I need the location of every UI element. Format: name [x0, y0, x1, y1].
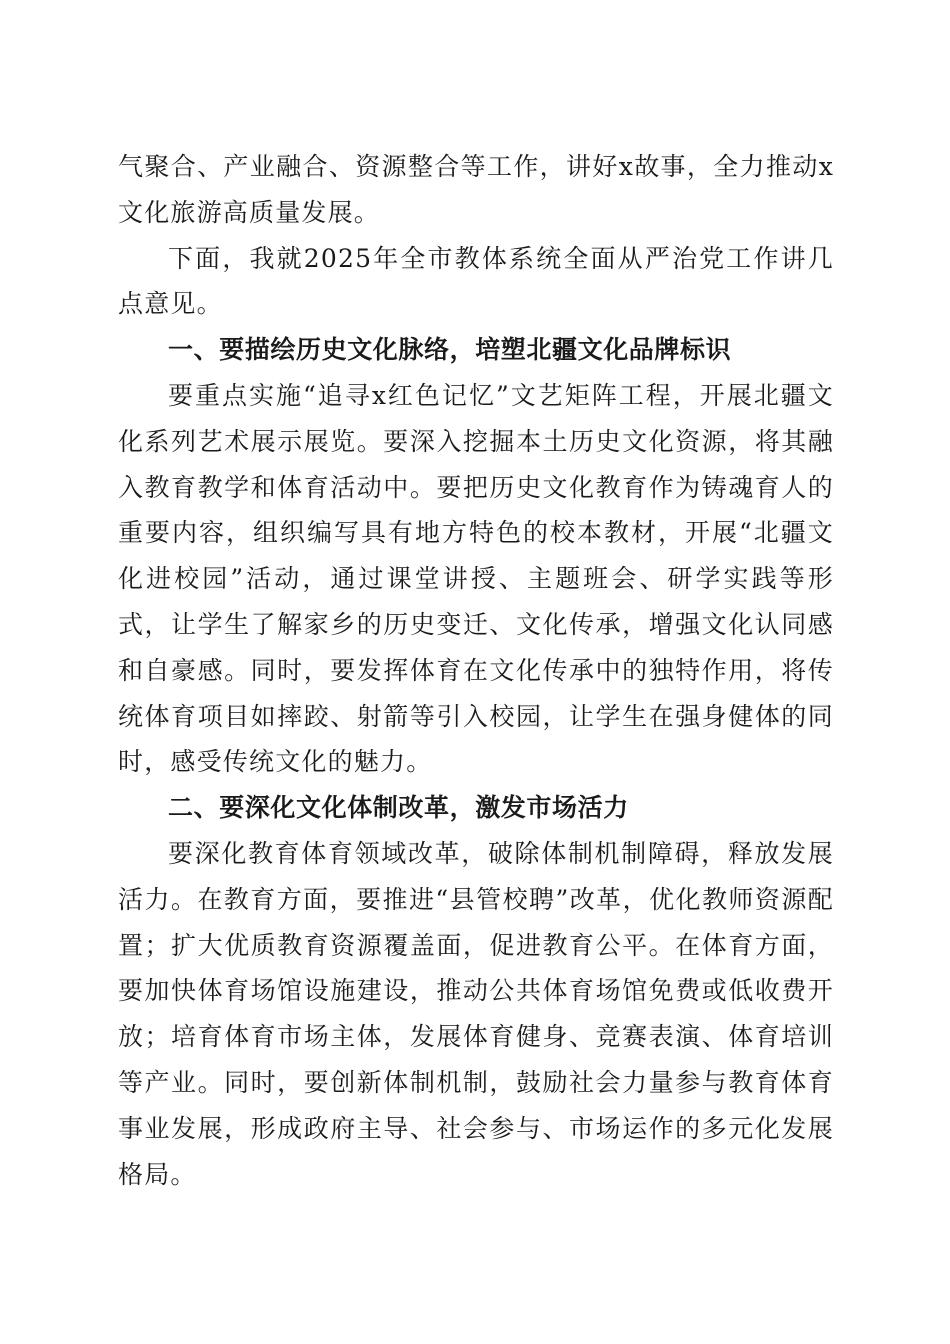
paragraph-continuation: 气聚合、产业融合、资源整合等工作，讲好x故事，全力推动x文化旅游高质量发展。	[118, 152, 834, 227]
document-body	[118, 144, 834, 1197]
paragraph-section-1: 要重点实施“追寻x红色记忆”文艺矩阵工程，开展北疆文化系列艺术展示展览。要深入挖掘本土历史文化资源，将其融入教育教学和体育活动中。要把历史文化教育作为铸魂育人的重要内容，组织编写具有地方特色的校本教材，开展“北疆文化进校园”活动，通过课堂讲授、主题班会、研学实践等形式，让学生了解家乡的历史变迁、文化传承，增强文化认同感和自豪感。同时，要发挥体育在文化传承中的独特作用，将传统体育项目如摔跤、射箭等引入校园，让学生在强身健体的同时，感受传统文化的魅力。	[118, 380, 834, 777]
section-heading-1: 一、要描绘历史文化脉络，培塑北疆文化品牌标识	[168, 335, 732, 365]
paragraph-section-2: 要深化教育体育领域改革，破除体制机制障碍，释放发展活力。在教育方面，要推进“县管校聘”改革，优化教师资源配置；扩大优质教育资源覆盖面，促进教育公平。在体育方面，要加快体育场馆设施建设，推动公共体育场馆免费或低收费开放；培育体育市场主体，发展体育健身、竞赛表演、体育培训等产业。同时，要创新体制机制，鼓励社会力量参与教育体育事业发展，形成政府主导、社会参与、市场运作的多元化发展格局。	[118, 838, 834, 1189]
section-heading-2: 二、要深化文化体制改革，激发市场活力	[168, 793, 629, 823]
paragraph-intro: 下面，我就2025年全市教体系统全面从严治党工作讲几点意见。	[118, 243, 834, 319]
